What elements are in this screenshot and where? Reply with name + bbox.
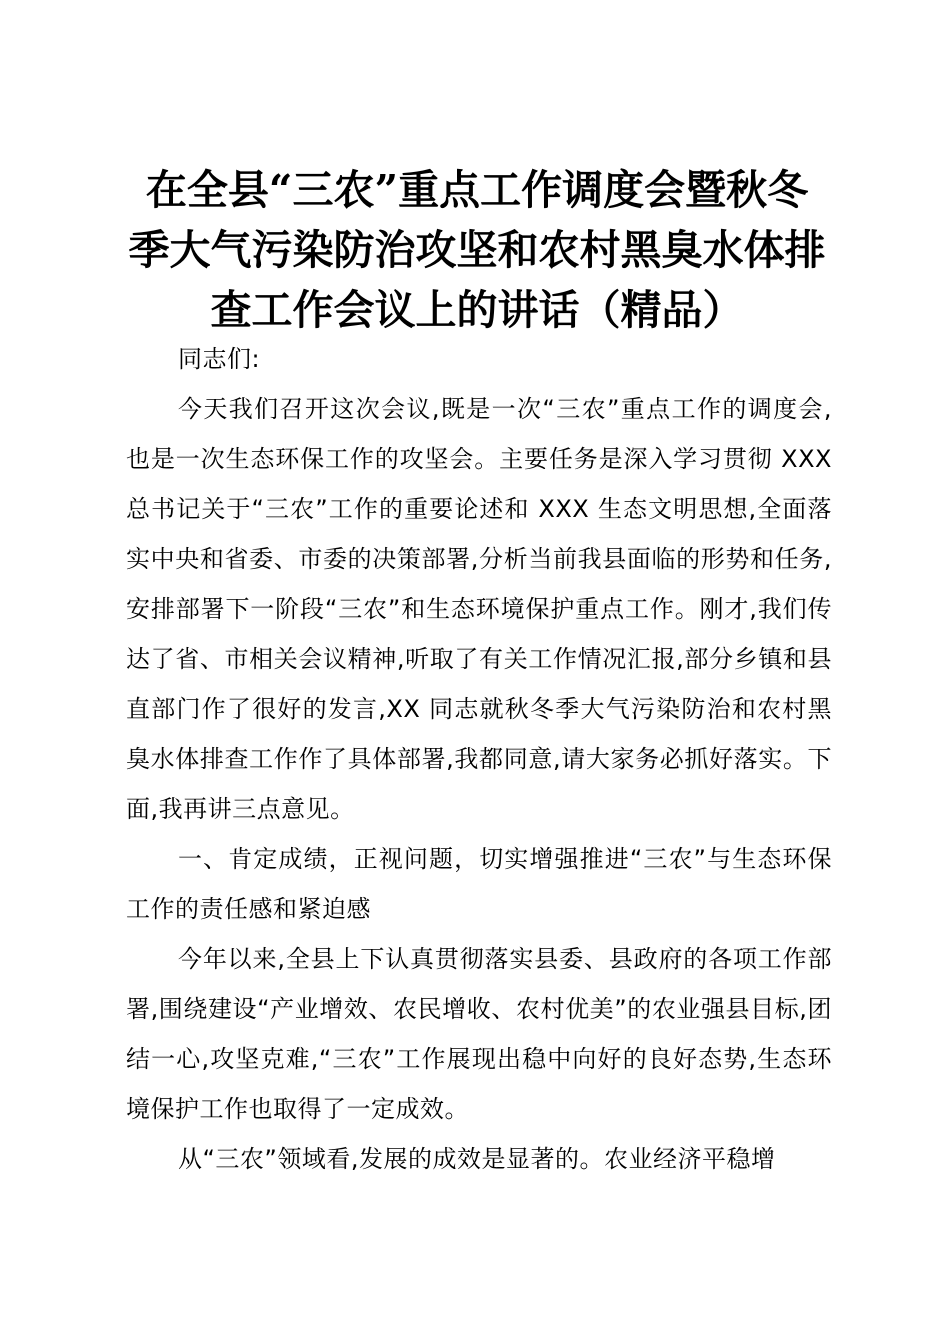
paragraph-sannong-results: 从“三农”领域看,发展的成效是显著的。农业经济平稳增 xyxy=(178,1145,776,1173)
section-heading-1: 一、肯定成绩，正视问题，切实增强推进“三农”与生态环保工作的责任感和紧迫感 xyxy=(126,845,832,923)
title-line-3: 查工作会议上的讲话（精品） xyxy=(210,286,744,334)
document-title xyxy=(122,160,832,340)
salutation: 同志们: xyxy=(178,345,261,373)
document-body xyxy=(126,334,832,1184)
title-line-1: 在全县“三农”重点工作调度会暨秋冬 xyxy=(145,166,809,214)
paragraph-achievements: 今年以来,全县上下认真贯彻落实县委、县政府的各项工作部署,围绕建设“产业增效、农民增收、农村优美”的农业强县目标,团结一心,攻坚克难,“三农”工作展现出稳中向好的良好态势,生态环境保护工作也取得了一定成效。 xyxy=(126,945,832,1123)
paragraph-intro: 今天我们召开这次会议,既是一次“三农”重点工作的调度会,也是一次生态环保工作的攻坚会。主要任务是深入学习贯彻 XXX 总书记关于“三农”工作的重要论述和 XXX 生态文明思想,全面落实中央和省委、市委的决策部署,分析当前我县面临的形势和任务,安排部署下一阶段“三农”和生态环境保护重点工作。刚才,我们传达了省、市相关会议精神,听取了有关工作情况汇报,部分乡镇和县直部门作了很好的发言,XX 同志就秋冬季大气污染防治和农村黑臭水体排查工作作了具体部署,我都同意,请大家务必抓好落实。下面,我再讲三点意见。 xyxy=(126,395,832,823)
title-line-2: 季大气污染防治攻坚和农村黑臭水体排 xyxy=(128,226,826,274)
